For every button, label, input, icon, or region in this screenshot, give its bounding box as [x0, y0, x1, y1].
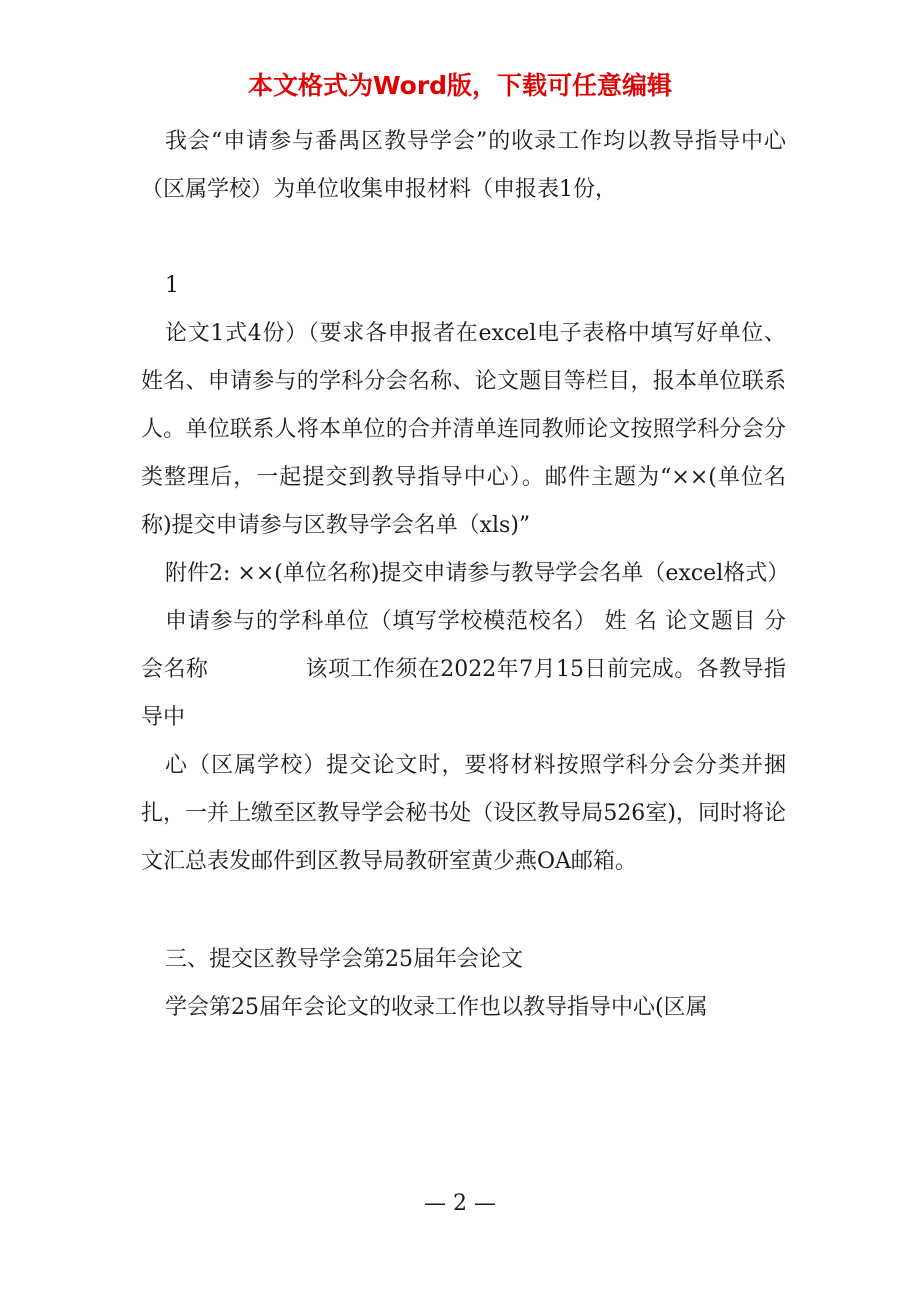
- paragraph-application-intro: 我会“申请参与番禺区教导学会”的收录工作均以教导指导中心（区属学校）为单位收集申报材料（申报表1份，: [141, 129, 786, 202]
- paragraph-gap: [141, 214, 786, 262]
- download-banner: 本文格式为Word版，下载可任意编辑: [247, 71, 673, 100]
- paragraph-submission-requirements: 论文1式4份）（要求各申报者在excel电子表格中填写好单位、姓名、申请参与的学科分会名称、论文题目等栏目，报本单位联系人。单位联系人将本单位的合并清单连同教师论文按照学科分会分类整理后，一起提交到教导指导中心）。邮件主题为“××(单位名称)提交申请参与区教导学会名单（xls)”: [141, 321, 786, 538]
- section-heading-3: 三、提交区教导学会第25届年会论文: [165, 947, 523, 972]
- page-number: — 2 —: [424, 1191, 496, 1216]
- paragraph-annual-conference: 学会第25届年会论文的收录工作也以教导指导中心(区属: [165, 995, 708, 1020]
- paragraph-table-header-deadline: 申请参与的学科单位（填写学校模范校名） 姓 名 论文题目 分会名称 该项工作须在2022年7月15日前完成。各教导指导中: [141, 609, 786, 730]
- paragraph-packaging-instructions: 心（区属学校）提交论文时，要将材料按照学科分会分类并捆扎，一并上缴至区教导学会秘书处（设区教导局526室)，同时将论文汇总表发邮件到区教导局教研室黄少燕OA邮箱。: [141, 753, 786, 874]
- paragraph-gap: [141, 886, 786, 936]
- paragraph-attachment-2: 附件2: ××(单位名称)提交申请参与教导学会名单（excel格式）: [165, 561, 790, 586]
- document-body: [141, 118, 790, 1032]
- footnote-marker: 1: [165, 273, 179, 298]
